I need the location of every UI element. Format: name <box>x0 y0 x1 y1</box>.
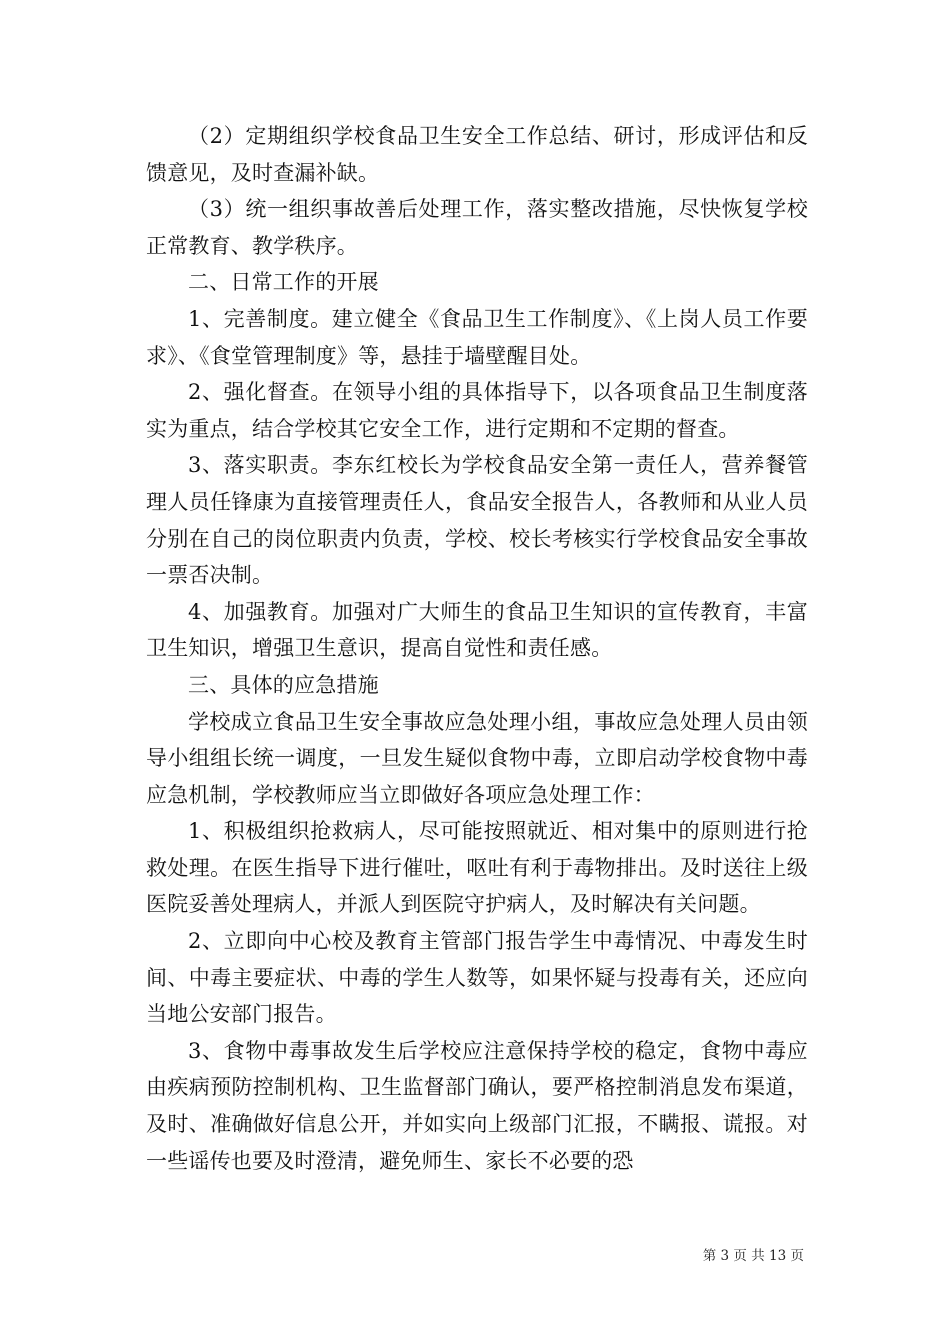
paragraph-improve-system: 1、完善制度。建立健全《食品卫生工作制度》、《上岗人员工作要求》、《食堂管理制度》等，悬挂于墙壁醒目处。 <box>146 306 808 368</box>
paragraph-strengthen-education: 4、加强教育。加强对广大师生的食品卫生知识的宣传教育，丰富卫生知识，增强卫生意识，提高自觉性和责任感。 <box>146 599 808 661</box>
paragraph-aftermath-handling: （3）统一组织事故善后处理工作，落实整改措施，尽快恢复学校正常教育、教学秩序。 <box>146 197 808 258</box>
page-number-footer: 第 3 页 共 13 页 <box>702 1248 804 1264</box>
paragraph-periodic-review: （2）定期组织学校食品卫生安全工作总结、研讨，形成评估和反馈意见，及时查漏补缺。 <box>146 124 808 185</box>
paragraph-emergency-team: 学校成立食品卫生安全事故应急处理小组，事故应急处理人员由领导小组组长统一调度，一旦发生疑似食物中毒，立即启动学校食物中毒应急机制，学校教师应当立即做好各项应急处理工作： <box>146 709 808 807</box>
paragraph-report-poisoning: 2、立即向中心校及教育主管部门报告学生中毒情况、中毒发生时间、中毒主要症状、中毒的学生人数等，如果怀疑与投毒有关，还应向当地公安部门报告。 <box>146 929 808 1027</box>
paragraph-strengthen-supervision: 2、强化督查。在领导小组的具体指导下，以各项食品卫生制度落实为重点，结合学校其它安全工作，进行定期和不定期的督查。 <box>146 380 808 441</box>
section-heading-emergency-measures: 三、具体的应急措施 <box>188 672 379 697</box>
paragraph-rescue-patients: 1、积极组织抢救病人，尽可能按照就近、相对集中的原则进行抢救处理。在医生指导下进行催吐，呕吐有利于毒物排出。及时送往上级医院妥善处理病人，并派人到医院守护病人，及时解决有关问题。 <box>146 819 808 917</box>
section-heading-daily-work: 二、日常工作的开展 <box>188 270 379 295</box>
paragraph-maintain-stability: 3、食物中毒事故发生后学校应注意保持学校的稳定，食物中毒应由疾病预防控制机构、卫生监督部门确认，要严格控制消息发布渠道，及时、准确做好信息公开，并如实向上级部门汇报，不瞒报、谎报。对一些谣传也要及时澄清，避免师生、家长不必要的恐 <box>146 1038 808 1173</box>
paragraph-implement-responsibility: 3、落实职责。李东红校长为学校食品安全第一责任人，营养餐管理人员任锋康为直接管理责任人，食品安全报告人，各教师和从业人员分别在自己的岗位职责内负责，学校、校长考核实行学校食品安全事故一票否决制。 <box>146 453 808 588</box>
document-body <box>146 118 808 1179</box>
